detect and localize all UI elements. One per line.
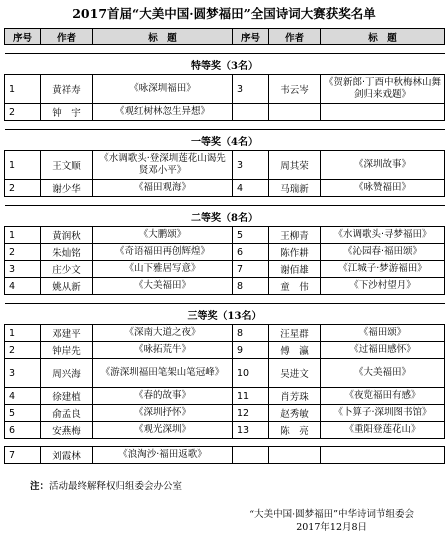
cell-author: 徐建植 (41, 388, 93, 405)
cell-author: 钟岸先 (41, 342, 93, 359)
section-heading (5, 130, 445, 151)
table-row (5, 261, 445, 278)
cell-author-right: 赵秀敏 (269, 405, 321, 422)
table-row (5, 405, 445, 422)
cell-index-right: 6 (233, 244, 269, 261)
table-row (5, 75, 445, 104)
cell-index-right: 7 (233, 261, 269, 278)
cell-author-right: 傅 瀛 (269, 342, 321, 359)
cell-title-right: 《卜算子·深圳图书馆》 (321, 405, 445, 422)
cell-author-right: 吴进文 (269, 359, 321, 388)
cell-index: 6 (5, 422, 41, 439)
spacer-cell (5, 439, 445, 447)
cell-index-right: 8 (233, 325, 269, 342)
cell-author: 王文顺 (41, 151, 93, 180)
cell-title: 《山下雅居写意》 (93, 261, 233, 278)
cell-index: 3 (5, 359, 41, 388)
cell-index: 2 (5, 104, 41, 121)
cell-index-right (233, 104, 269, 121)
table-row-extra (5, 447, 445, 464)
cell-title: 《观光深圳》 (93, 422, 233, 439)
issue-date: 2017年12月8日 (296, 522, 368, 533)
cell-empty (269, 447, 321, 464)
section-spacer (5, 121, 445, 130)
cell-title-right: 《下沙村望月》 (321, 278, 445, 295)
cell-title: 《咏拓荒牛》 (93, 342, 233, 359)
cell-index-right: 4 (233, 180, 269, 197)
cell-index-right: 13 (233, 422, 269, 439)
award-body (5, 45, 445, 464)
cell-author-right: 王柳青 (269, 227, 321, 244)
organizer-name: “大美中国·圆梦福田”中华诗词节组委会 (249, 509, 414, 520)
cell-title: 《深圳抒怀》 (93, 405, 233, 422)
cell-index-right: 3 (233, 151, 269, 180)
cell-author-right: 汪星群 (269, 325, 321, 342)
table-row (5, 388, 445, 405)
cell-index-right: 12 (233, 405, 269, 422)
cell-index-right: 11 (233, 388, 269, 405)
header-title: 标 题 (93, 29, 233, 45)
cell-index: 2 (5, 180, 41, 197)
cell-title-right: 《夜览福田有感》 (321, 388, 445, 405)
cell-title: 《浪淘沙·福田返歌》 (93, 447, 233, 464)
cell-title: 《深南大道之夜》 (93, 325, 233, 342)
footnote (4, 478, 444, 492)
cell-title-right: 《咏赞福田》 (321, 180, 445, 197)
table-row (5, 244, 445, 261)
section-label: 一等奖（4名） (5, 130, 445, 151)
section-label: 三等奖（13名） (5, 304, 445, 325)
cell-index-right: 5 (233, 227, 269, 244)
header-author-right: 作者 (269, 29, 321, 45)
table-row (5, 104, 445, 121)
cell-author: 钟 宇 (41, 104, 93, 121)
header-title-right: 标 题 (321, 29, 445, 45)
cell-empty (321, 447, 445, 464)
cell-author: 邓建平 (41, 325, 93, 342)
cell-author-right: 肖芳珠 (269, 388, 321, 405)
cell-title: 《春的故事》 (93, 388, 233, 405)
cell-author-right: 韦云岑 (269, 75, 321, 104)
award-table (4, 28, 445, 464)
cell-author-right: 童 伟 (269, 278, 321, 295)
cell-title-right (321, 104, 445, 121)
cell-index: 3 (5, 261, 41, 278)
cell-index: 2 (5, 342, 41, 359)
cell-author-right (269, 104, 321, 121)
cell-author-right: 周其荣 (269, 151, 321, 180)
spacer-cell (5, 121, 445, 130)
header-index: 序号 (5, 29, 41, 45)
cell-index: 1 (5, 325, 41, 342)
section-spacer (5, 45, 445, 54)
cell-title: 《福田观海》 (93, 180, 233, 197)
cell-author: 俞孟良 (41, 405, 93, 422)
signature-block (249, 508, 414, 534)
cell-author: 周兴海 (41, 359, 93, 388)
cell-index: 7 (5, 447, 41, 464)
table-row (5, 278, 445, 295)
cell-index: 4 (5, 388, 41, 405)
header-row (5, 29, 445, 45)
table-row (5, 180, 445, 197)
cell-title-right: 《水调歌头·寻梦福田》 (321, 227, 445, 244)
row-spacer (5, 439, 445, 447)
cell-index: 2 (5, 244, 41, 261)
cell-index-right: 3 (233, 75, 269, 104)
cell-author: 刘霞林 (41, 447, 93, 464)
table-row (5, 342, 445, 359)
spacer-cell (5, 197, 445, 206)
cell-empty (233, 447, 269, 464)
cell-author: 黄祥寿 (41, 75, 93, 104)
spacer-cell (5, 295, 445, 304)
header-index-right: 序号 (233, 29, 269, 45)
cell-index: 4 (5, 278, 41, 295)
cell-title: 《水调歌头·登深圳莲花山谒先贤邓小平》 (93, 151, 233, 180)
table-row (5, 359, 445, 388)
table-row (5, 325, 445, 342)
cell-title: 《大鹏颂》 (93, 227, 233, 244)
cell-title: 《奇语福田再创辉煌》 (93, 244, 233, 261)
note-text: 活动最终解释权归组委会办公室 (49, 481, 183, 492)
cell-author-right: 谢佰雄 (269, 261, 321, 278)
cell-author-right: 陈作耕 (269, 244, 321, 261)
cell-title: 《观红树林忽生异想》 (93, 104, 233, 121)
cell-title: 《游深圳福田笔架山笔冠峰》 (93, 359, 233, 388)
table-row (5, 227, 445, 244)
cell-author: 黄润秋 (41, 227, 93, 244)
section-label: 特等奖（3名） (5, 54, 445, 75)
cell-author: 朱灿铭 (41, 244, 93, 261)
cell-title-right: 《江城子·梦游福田》 (321, 261, 445, 278)
section-label: 二等奖（8名） (5, 206, 445, 227)
cell-index-right: 8 (233, 278, 269, 295)
cell-author: 庄少文 (41, 261, 93, 278)
table-row (5, 151, 445, 180)
section-spacer (5, 197, 445, 206)
spacer-cell (5, 45, 445, 54)
cell-index-right: 10 (233, 359, 269, 388)
cell-index: 5 (5, 405, 41, 422)
cell-author: 安燕梅 (41, 422, 93, 439)
cell-index: 1 (5, 75, 41, 104)
section-heading (5, 304, 445, 325)
cell-title-right: 《过福田感怀》 (321, 342, 445, 359)
cell-title: 《大美福田》 (93, 278, 233, 295)
cell-author-right: 陈 亮 (269, 422, 321, 439)
section-heading (5, 206, 445, 227)
section-heading (5, 54, 445, 75)
cell-author: 谢少华 (41, 180, 93, 197)
table-row (5, 422, 445, 439)
document-title: 2017首届“大美中国·圆梦福田”全国诗词大赛获奖名单 (72, 6, 376, 21)
header-author: 作者 (41, 29, 93, 45)
cell-index: 1 (5, 151, 41, 180)
cell-title-right: 《深圳故事》 (321, 151, 445, 180)
cell-title: 《咏深圳福田》 (93, 75, 233, 104)
cell-author: 姚从新 (41, 278, 93, 295)
section-spacer (5, 295, 445, 304)
cell-index: 1 (5, 227, 41, 244)
cell-title-right: 《沁园春·福田颂》 (321, 244, 445, 261)
cell-title-right: 《重阳登莲花山》 (321, 422, 445, 439)
cell-author-right: 马瑞新 (269, 180, 321, 197)
cell-index-right: 9 (233, 342, 269, 359)
cell-title-right: 《福田颂》 (321, 325, 445, 342)
note-label: 注： (30, 481, 50, 492)
cell-title-right: 《贺新郎·丁酉中秋梅林山舞剑归来戏题》 (321, 75, 445, 104)
cell-title-right: 《大美福田》 (321, 359, 445, 388)
